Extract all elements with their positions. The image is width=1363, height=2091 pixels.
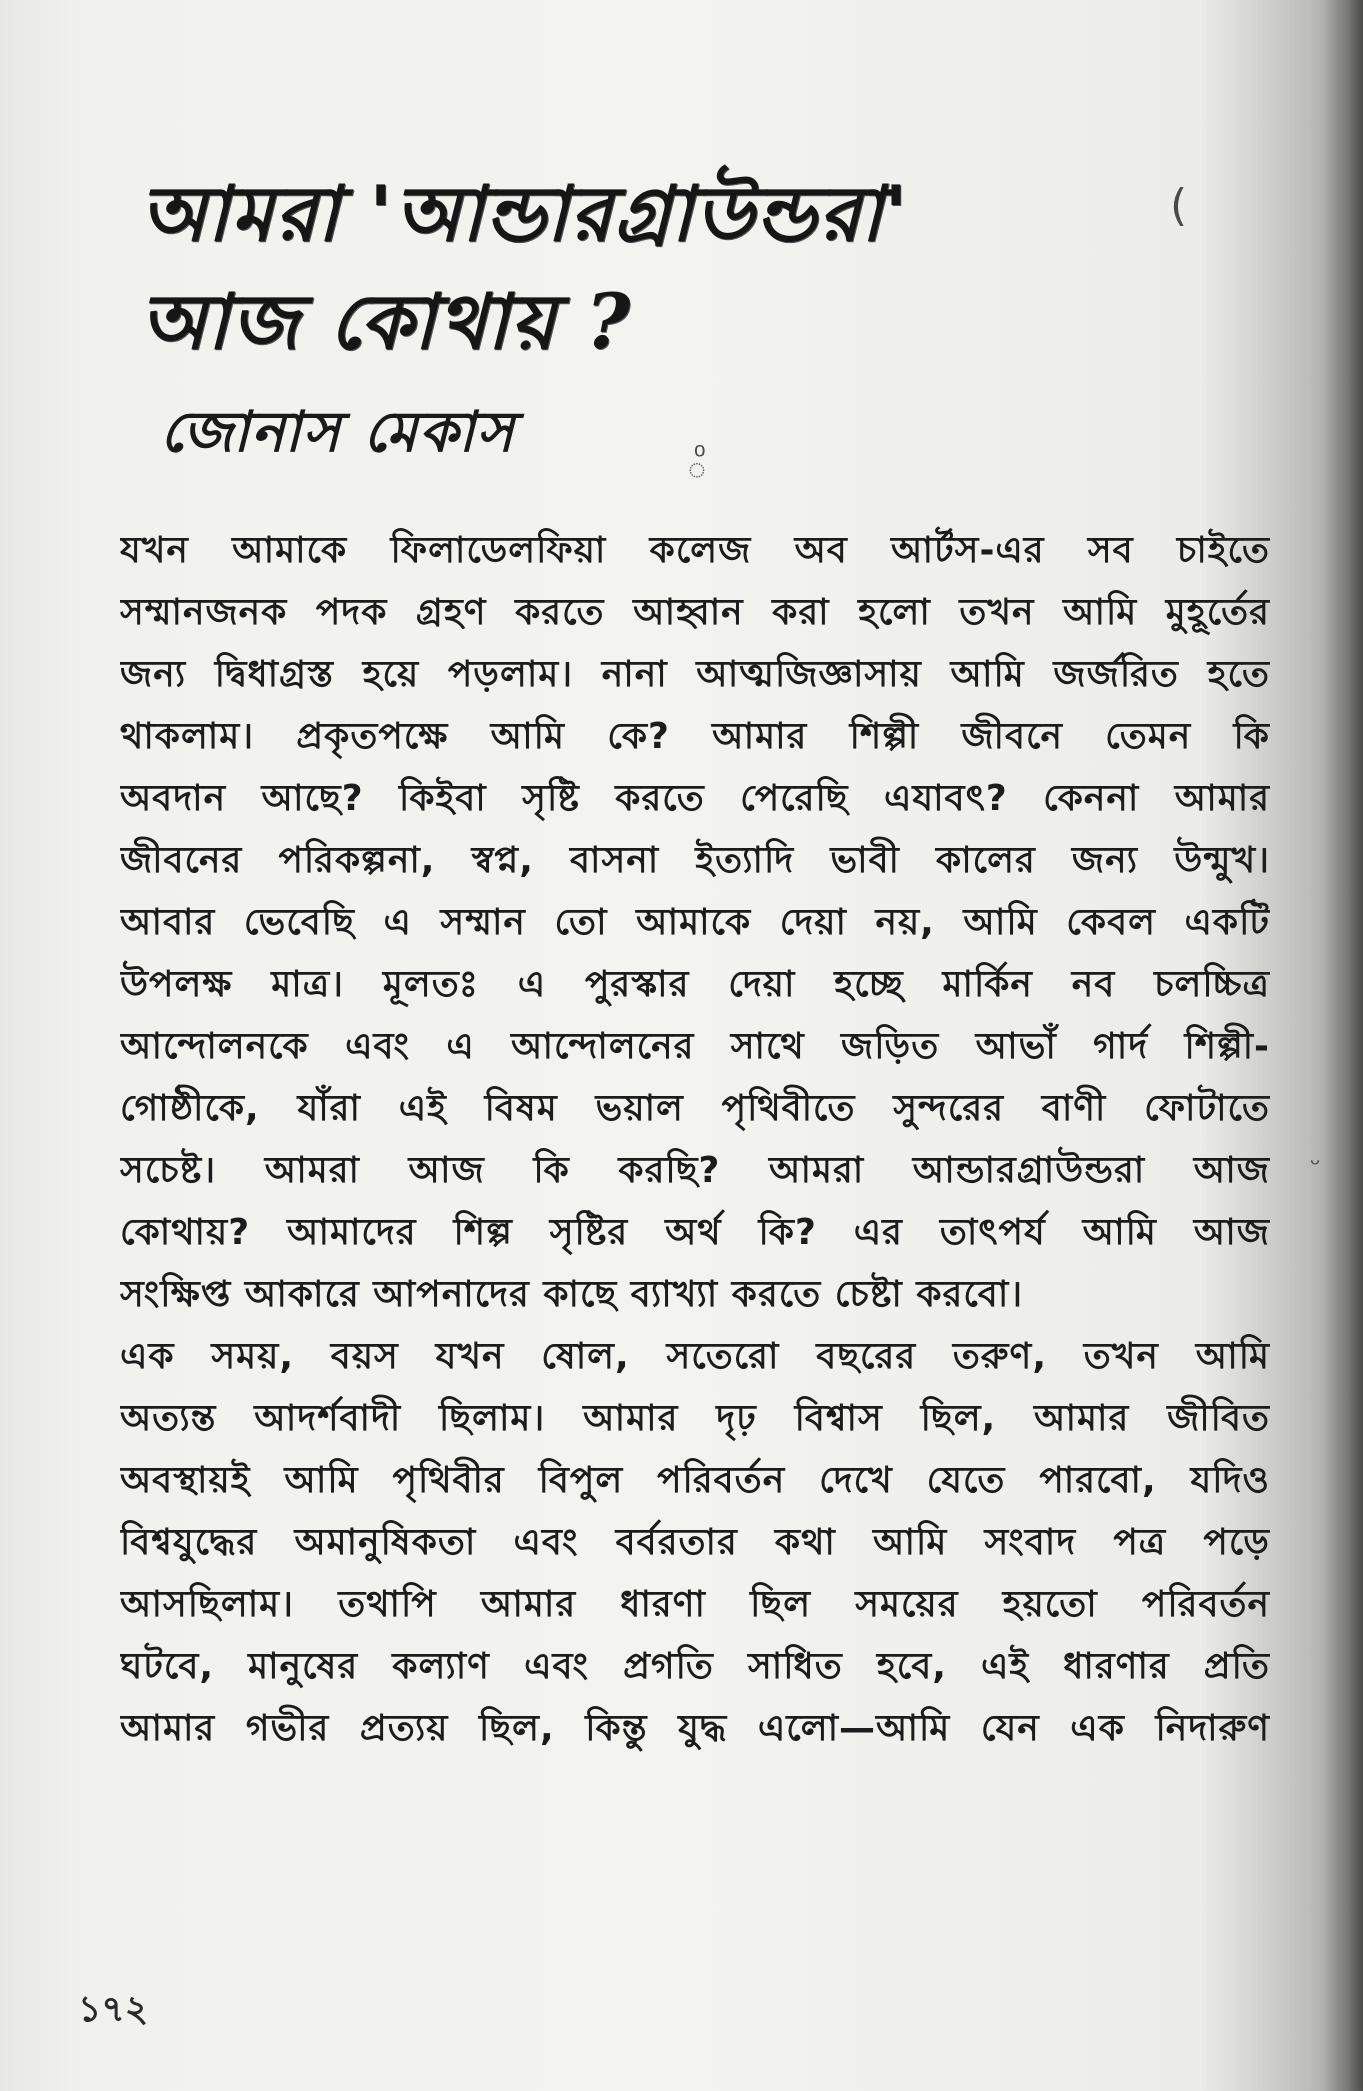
- article-author: জোনাস মেকাস: [160, 399, 516, 465]
- body-line: ঘটবে, মানুষের কল্যাণ এবং প্রগতি সাধিত হবে, এই ধারণার প্রতি: [120, 1646, 1270, 1687]
- stray-paren-mark: (: [1170, 180, 1188, 231]
- body-line: উপলক্ষ মাত্র। মূলতঃ এ পুরস্কার দেয়া হচ্ছে মার্কিন নব চলচ্চিত্র: [120, 964, 1270, 1005]
- body-line: থাকলাম। প্রকৃতপক্ষে আমি কে? আমার শিল্পী জীবনে তেমন কি: [120, 716, 1270, 757]
- body-line: আবার ভেবেছি এ সম্মান তো আমাকে দেয়া নয়, আমি কেবল একটি: [120, 902, 1270, 943]
- body-line: এক সময়, বয়স যখন ষোল, সতেরো বছরের তরুণ, তখন আমি: [120, 1336, 1270, 1377]
- body-line: অত্যন্ত আদর্শবাদী ছিলাম। আমার দৃঢ় বিশ্বাস ছিল, আমার জীবিত: [120, 1398, 1270, 1439]
- body-line: বিশ্বযুদ্ধের অমানুষিকতা এবং বর্বরতার কথা আমি সংবাদ পত্র পড়ে: [120, 1522, 1270, 1563]
- body-line: সচেষ্ট। আমরা আজ কি করছি? আমরা আন্ডারগ্রাউন্ডরা আজ: [120, 1150, 1270, 1191]
- body-line: জন্য দ্বিধাগ্রস্ত হয়ে পড়লাম। নানা আত্মজিজ্ঞাসায় আমি জর্জরিত হতে: [120, 654, 1270, 695]
- title-line-2: আজ কোথায় ?: [140, 277, 633, 366]
- body-line: আন্দোলনকে এবং এ আন্দোলনের সাথে জড়িত আভাঁ গার্দ শিল্পী-: [120, 1026, 1270, 1067]
- body-line: সম্মানজনক পদক গ্রহণ করতে আহ্বান করা হলো তখন আমি মুহূর্তের: [120, 592, 1270, 633]
- stray-ink-mark: ◌ͦ: [688, 452, 706, 487]
- body-line: সংক্ষিপ্ত আকারে আপনাদের কাছে ব্যাখ্যা করতে চেষ্টা করবো।: [120, 1274, 1024, 1315]
- body-line: জীবনের পরিকল্পনা, স্বপ্ন, বাসনা ইত্যাদি ভাবী কালের জন্য উন্মুখ।: [120, 840, 1270, 881]
- article-title: [140, 160, 1140, 376]
- book-spine-shadow: [1323, 0, 1363, 2091]
- page-number: ১৭২: [78, 1989, 149, 2030]
- body-line: আসছিলাম। তথাপি আমার ধারণা ছিল সময়ের হয়তো পরিবর্তন: [120, 1584, 1270, 1625]
- body-line: যখন আমাকে ফিলাডেলফিয়া কলেজ অব আর্টস-এর সব চাইতে: [120, 530, 1270, 571]
- title-line-1: আমরা 'আন্ডারগ্রাউন্ডরা': [140, 169, 910, 258]
- body-line: অবদান আছে? কিইবা সৃষ্টি করতে পেরেছি এযাবৎ? কেননা আমার: [120, 778, 1270, 819]
- body-line: অবস্থায়ই আমি পৃথিবীর বিপুল পরিবর্তন দেখে যেতে পারবো, যদিও: [120, 1460, 1270, 1501]
- margin-ink-mark: ᵕ: [1310, 1150, 1321, 1180]
- article-body: [120, 520, 1270, 1760]
- body-line: আমার গভীর প্রত্যয় ছিল, কিন্তু যুদ্ধ এলো—আমি যেন এক নিদারুণ: [120, 1708, 1270, 1749]
- body-line: কোথায়? আমাদের শিল্প সৃষ্টির অর্থ কি? এর তাৎপর্য আমি আজ: [120, 1212, 1270, 1253]
- body-line: গোষ্ঠীকে, যাঁরা এই বিষম ভয়াল পৃথিবীতে সুন্দরের বাণী ফোটাতে: [120, 1088, 1270, 1129]
